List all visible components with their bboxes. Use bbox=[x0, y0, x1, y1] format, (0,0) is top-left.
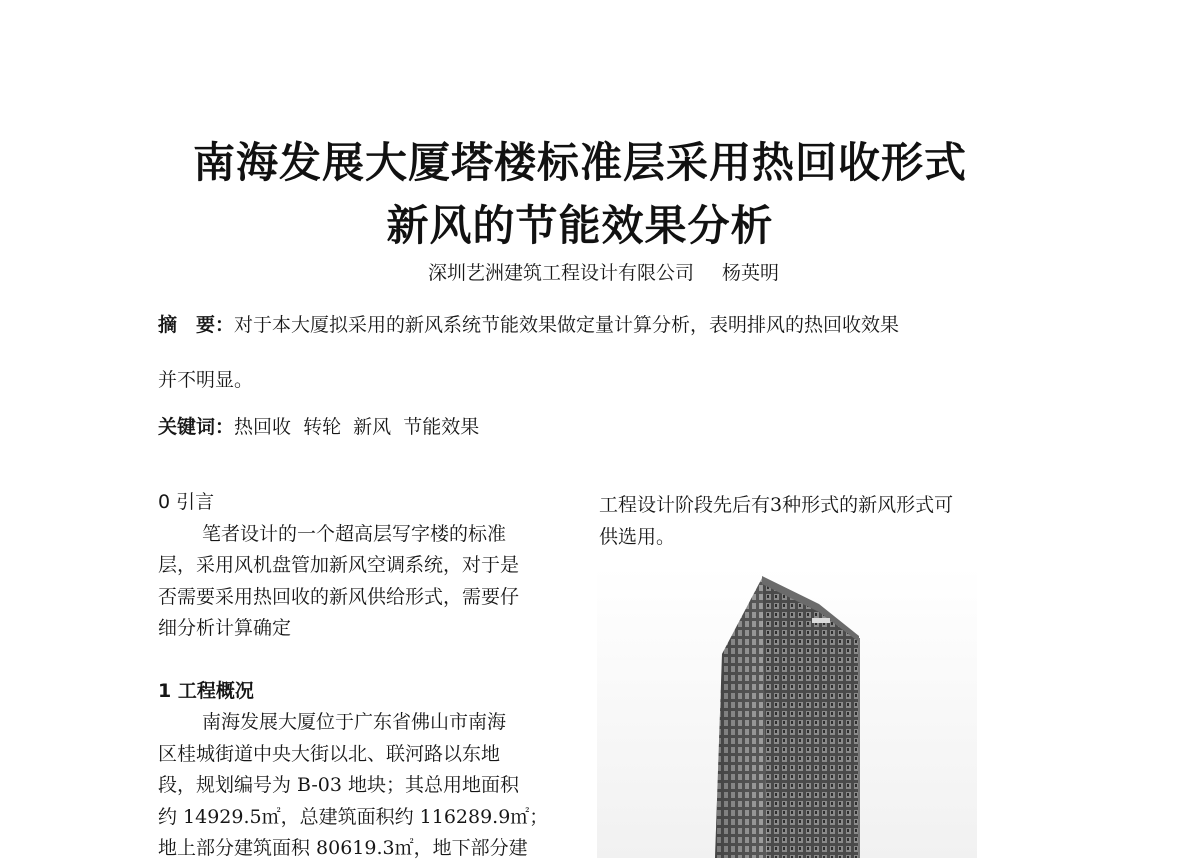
organization: 深圳艺洲建筑工程设计有限公司 bbox=[428, 262, 695, 284]
paper-title-line-2: 新风的节能效果分析 bbox=[386, 201, 774, 250]
section-spacer bbox=[158, 645, 558, 676]
abstract bbox=[158, 310, 1003, 337]
right-column-line-1: 工程设计阶段先后有3种形式的新风形式可 bbox=[599, 494, 954, 516]
author-line bbox=[428, 258, 779, 285]
left-column bbox=[158, 487, 558, 865]
section-0-line-4: 细分析计算确定 bbox=[158, 617, 292, 639]
section-0-heading: 0 引言 bbox=[158, 491, 215, 513]
right-column bbox=[599, 490, 1009, 553]
section-1-line-5: 地上部分建筑面积 80619.3㎡，地下部分建 bbox=[158, 837, 528, 859]
section-0-line-3: 否需要采用热回收的新风供给形式，需要仔 bbox=[158, 585, 520, 608]
abstract-text-line-1: 对于本大厦拟采用的新风系统节能效果做定量计算分析，表明排风的热回收效果 bbox=[234, 314, 900, 336]
building-photo bbox=[597, 566, 977, 858]
section-1-line-4: 约 14929.5㎡，总建筑面积约 116289.9㎡； bbox=[158, 805, 549, 828]
section-1-heading: 1 工程概况 bbox=[158, 679, 254, 702]
tower-illustration bbox=[597, 566, 977, 858]
right-column-line-2: 供选用。 bbox=[599, 525, 676, 548]
section-1-line-2: 区桂城街道中央大街以北、联河路以东地 bbox=[158, 742, 501, 765]
abstract-text-line-2: 并不明显。 bbox=[158, 369, 254, 391]
abstract-label: 摘 要： bbox=[158, 314, 235, 336]
paper-title-line-1: 南海发展大厦塔楼标准层采用热回收形式 bbox=[192, 138, 967, 187]
keywords-text: 热回收 转轮 新风 节能效果 bbox=[234, 416, 480, 438]
section-1-line-1: 南海发展大厦位于广东省佛山市南海 bbox=[202, 711, 507, 733]
section-0-line-1: 笔者设计的一个超高层写字楼的标准 bbox=[202, 522, 507, 545]
keywords bbox=[158, 412, 1003, 439]
section-0-line-2: 层，采用风机盘管加新风空调系统，对于是 bbox=[158, 554, 520, 576]
author-name: 杨英明 bbox=[722, 262, 780, 284]
keywords-label: 关键词： bbox=[158, 416, 235, 438]
section-1-line-3: 段，规划编号为 B-03 地块；其总用地面积 bbox=[158, 774, 519, 796]
tower-front-face bbox=[762, 578, 859, 858]
